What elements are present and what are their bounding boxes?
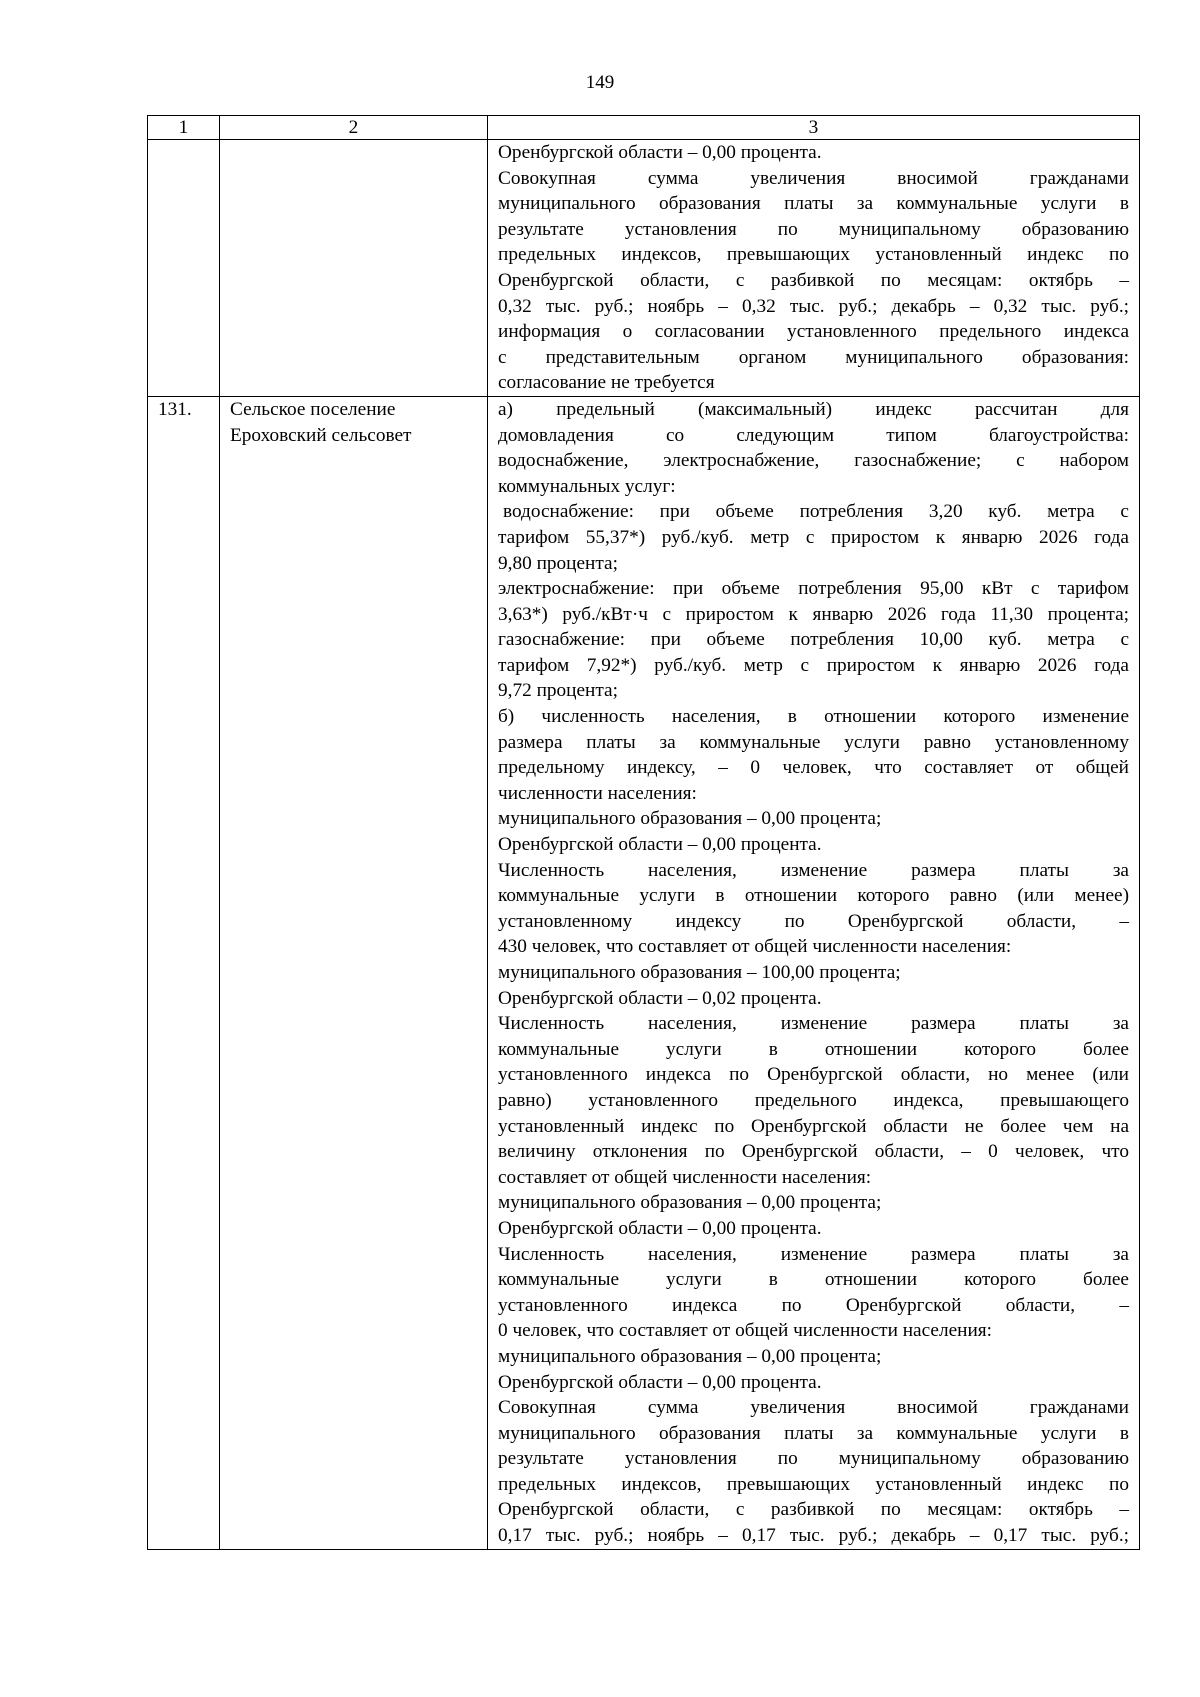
- text-line: результате установления по муниципальному образованию: [498, 1448, 1129, 1470]
- text-line: электроснабжение: при объеме потребления 95,00 кВт с тарифом: [498, 578, 1129, 600]
- text-line: водоснабжение: при объеме потребления 3,20 куб. метра с: [503, 501, 1129, 523]
- text-line: Совокупная сумма увеличения вносимой гражданами: [498, 1397, 1129, 1419]
- text-line: коммунальные услуги в отношении которого более: [498, 1038, 1129, 1060]
- text-line: Оренбургской области, с разбивкой по месяцам: октябрь –: [498, 1499, 1129, 1521]
- text-line: газоснабжение: при объеме потребления 10,00 куб. метра с: [498, 629, 1129, 651]
- document-table: [147, 115, 1140, 1550]
- text-line: размера платы за коммунальные услуги равно установленному: [498, 731, 1129, 753]
- text-line: 0,32 тыс. руб.; ноябрь – 0,32 тыс. руб.; декабрь – 0,32 тыс. руб.;: [498, 295, 1129, 317]
- continuation-number-cell: [148, 140, 220, 397]
- text-line: равно) установленного предельного индекса, превышающего: [498, 1089, 1129, 1111]
- entry-name-line-2: Ероховский сельсовет: [230, 424, 412, 446]
- page-number: 149: [585, 72, 615, 93]
- text-line: водоснабжение, электроснабжение, газоснабжение; с набором: [498, 450, 1129, 472]
- table-row-131: [148, 396, 1140, 1549]
- text-line: Численность населения, изменение размера платы за: [498, 859, 1129, 881]
- text-line: а) предельный (максимальный) индекс рассчитан для: [498, 398, 1129, 420]
- text-line: Оренбургской области – 0,00 процента.: [498, 1371, 822, 1393]
- text-line: муниципального образования платы за коммунальные услуги в: [498, 193, 1129, 215]
- text-line: Оренбургской области – 0,00 процента.: [498, 142, 822, 163]
- text-line: величину отклонения по Оренбургской области, – 0 человек, что: [498, 1141, 1129, 1163]
- text-line: коммунальные услуги в отношении которого более: [498, 1269, 1129, 1291]
- text-line: Численность населения, изменение размера платы за: [498, 1243, 1129, 1265]
- text-line: 0 человек, что составляет от общей численности населения:: [498, 1320, 992, 1342]
- header-col-1: 1: [148, 116, 220, 140]
- text-line: Совокупная сумма увеличения вносимой гражданами: [498, 167, 1129, 189]
- table-row-continuation: [148, 140, 1140, 397]
- table-header-row: [148, 116, 1140, 140]
- header-col-2: 2: [220, 116, 488, 140]
- entry-text-cell: [488, 396, 1140, 1549]
- text-line: тарифом 7,92*) руб./куб. метр с приростом к январю 2026 года: [498, 654, 1129, 676]
- text-line: муниципального образования – 0,00 процента;: [498, 1192, 882, 1214]
- text-line: предельному индексу, – 0 человек, что составляет от общей: [498, 757, 1129, 779]
- text-line: муниципального образования – 100,00 процента;: [498, 962, 901, 983]
- text-line: коммунальных услуг:: [498, 475, 676, 497]
- text-line: б) численность населения, в отношении которого изменение: [498, 706, 1129, 728]
- text-line: Численность населения, изменение размера платы за: [498, 1013, 1129, 1035]
- continuation-name-cell: [220, 140, 488, 397]
- text-line: предельных индексов, превышающих установленный индекс по: [498, 244, 1129, 266]
- header-col-3: 3: [488, 116, 1140, 140]
- text-line: с представительным органом муниципального образования:: [498, 346, 1129, 368]
- text-line: Оренбургской области – 0,00 процента.: [498, 834, 822, 856]
- text-line: Оренбургской области, с разбивкой по месяцам: октябрь –: [498, 269, 1129, 291]
- text-line: установленного индекса по Оренбургской области, но менее (или: [498, 1064, 1129, 1086]
- text-line: согласование не требуется: [498, 372, 715, 394]
- text-line: установленному индексу по Оренбургской области, –: [498, 910, 1129, 932]
- text-line: установленного индекса по Оренбургской области, –: [498, 1294, 1129, 1316]
- text-line: 9,72 процента;: [498, 680, 618, 702]
- text-line: составляет от общей численности населения:: [498, 1166, 872, 1188]
- text-line: 0,17 тыс. руб.; ноябрь – 0,17 тыс. руб.; декабрь – 0,17 тыс. руб.;: [498, 1525, 1129, 1547]
- text-line: муниципального образования платы за коммунальные услуги в: [498, 1422, 1129, 1444]
- text-line: результате установления по муниципальному образованию: [498, 218, 1129, 240]
- text-line: коммунальные услуги в отношении которого равно (или менее): [498, 885, 1129, 907]
- entry-name-line-1: Сельское поселение: [230, 398, 396, 420]
- text-line: 3,63*) руб./кВт·ч с приростом к январю 2026 года 11,30 процента;: [498, 603, 1129, 625]
- text-line: 430 человек, что составляет от общей численности населения:: [498, 936, 1012, 958]
- entry-name-cell: [220, 396, 488, 1549]
- text-line: численности населения:: [498, 782, 697, 804]
- text-line: Оренбургской области – 0,02 процента.: [498, 987, 822, 1009]
- text-line: Оренбургской области – 0,00 процента.: [498, 1217, 822, 1239]
- text-line: муниципального образования – 0,00 процента;: [498, 1345, 882, 1367]
- text-line: 9,80 процента;: [498, 552, 618, 574]
- text-line: домовладения со следующим типом благоустройства:: [498, 424, 1129, 446]
- text-line: муниципального образования – 0,00 процента;: [498, 808, 882, 830]
- text-line: информация о согласовании установленного предельного индекса: [498, 321, 1129, 343]
- text-line: установленный индекс по Оренбургской области не более чем на: [498, 1115, 1129, 1137]
- entry-number: 131.: [148, 396, 220, 1549]
- text-line: тарифом 55,37*) руб./куб. метр с приростом к январю 2026 года: [498, 526, 1129, 548]
- text-line: предельных индексов, превышающих установленный индекс по: [498, 1473, 1129, 1495]
- continuation-text-cell: [488, 140, 1140, 397]
